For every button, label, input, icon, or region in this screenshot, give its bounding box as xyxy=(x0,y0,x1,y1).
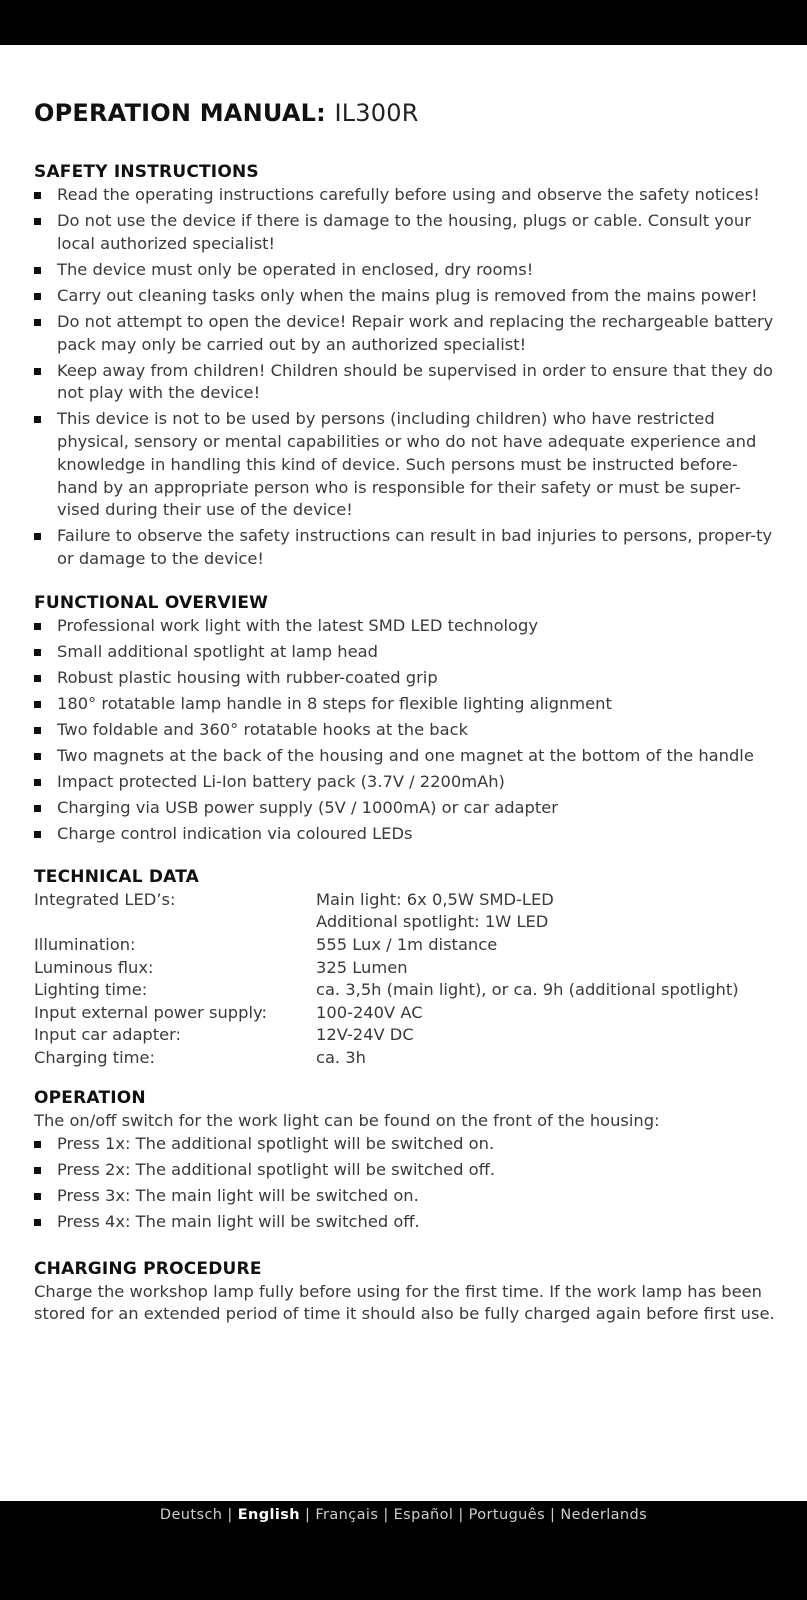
technical-data-heading: TECHNICAL DATA xyxy=(34,866,200,887)
list-item: Failure to observe the safety instructions can result in bad injuries to persons, proper-ty or damage to the device! xyxy=(34,525,776,571)
safety-heading: SAFETY INSTRUCTIONS xyxy=(34,162,259,182)
list-item: Small additional spotlight at lamp head xyxy=(34,641,776,664)
language-link-francais[interactable]: Français xyxy=(315,1507,379,1523)
header-bar xyxy=(0,0,807,45)
table-row xyxy=(34,934,739,957)
charging-text: Charge the workshop lamp fully before using for the first time. If the work lamp has been stored for an extended period of time it should also be fully charged again before first use. xyxy=(34,1281,775,1324)
technical-data-table xyxy=(34,889,739,1070)
spec-value: 12V-24V DC xyxy=(316,1025,414,1045)
list-item: Press 4x: The main light will be switched off. xyxy=(34,1211,776,1234)
spec-label: Charging time: xyxy=(34,1047,156,1067)
list-item: Press 1x: The additional spotlight will be switched on. xyxy=(34,1133,776,1156)
model-name: IL300R xyxy=(334,99,419,127)
language-link-english[interactable]: English xyxy=(237,1507,301,1523)
table-row xyxy=(34,1002,739,1025)
spec-value-line: Additional spotlight: 1W LED xyxy=(316,912,549,932)
operation-heading: OPERATION xyxy=(34,1088,146,1109)
spec-label: Lighting time: xyxy=(34,980,148,1000)
functional-overview-heading: FUNCTIONAL OVERVIEW xyxy=(34,593,269,614)
list-item: Read the operating instructions carefully before using and observe the safety notices! xyxy=(34,184,776,207)
language-link-portugues[interactable]: Português xyxy=(468,1507,546,1523)
spec-label: Integrated LED’s: xyxy=(34,889,176,909)
list-item: Keep away from children! Children should be supervised in order to ensure that they do not play with the device! xyxy=(34,360,776,406)
list-item: Two foldable and 360° rotatable hooks at the back xyxy=(34,719,776,742)
list-item: Carry out cleaning tasks only when the mains plug is removed from the mains power! xyxy=(34,285,776,308)
language-separator: | xyxy=(453,1507,469,1523)
charging-procedure-heading: CHARGING PROCEDURE xyxy=(34,1258,262,1279)
list-item: This device is not to be used by persons (including children) who have restricted physical, sensory or mental capabilities or who do not have adequate experience and knowledge in handling this kind of device. Such persons must be instructed before-hand by an appropriate person who is responsible for their safety or must be super-vised during their use of the device! xyxy=(34,408,776,522)
list-item: Charging via USB power supply (5V / 1000mA) or car adapter xyxy=(34,797,776,820)
list-item: The device must only be operated in enclosed, dry rooms! xyxy=(34,259,776,282)
safety-list xyxy=(34,184,776,571)
operation-intro: The on/off switch for the work light can be found on the front of the housing: xyxy=(34,1111,660,1131)
list-item: Charge control indication via coloured LEDs xyxy=(34,823,776,846)
spec-label: Illumination: xyxy=(34,934,136,954)
spec-label: Luminous flux: xyxy=(34,957,154,977)
spec-label: Input car adapter: xyxy=(34,1025,182,1045)
table-row xyxy=(34,1024,739,1047)
title-label: OPERATION MANUAL: xyxy=(34,99,326,127)
spec-value: ca. 3h xyxy=(316,1047,366,1067)
spec-value xyxy=(316,889,739,934)
language-link-nederlands[interactable]: Nederlands xyxy=(560,1507,648,1523)
list-item: Press 2x: The additional spotlight will be switched off. xyxy=(34,1159,776,1182)
operation-list xyxy=(34,1133,776,1234)
table-row xyxy=(34,957,739,980)
list-item: Do not attempt to open the device! Repair work and replacing the rechargeable battery pack may only be carried out by an authorized specialist! xyxy=(34,311,776,357)
list-item: 180° rotatable lamp handle in 8 steps for flexible lighting alignment xyxy=(34,693,776,716)
list-item: Two magnets at the back of the housing and one magnet at the bottom of the handle xyxy=(34,745,776,768)
spec-value: 325 Lumen xyxy=(316,957,408,977)
language-switcher xyxy=(0,1505,807,1525)
language-separator: | xyxy=(300,1507,316,1523)
table-row xyxy=(34,889,739,934)
language-link-espanol[interactable]: Español xyxy=(393,1507,454,1523)
table-row xyxy=(34,979,739,1002)
language-separator: | xyxy=(222,1507,238,1523)
spec-value: ca. 3,5h (main light), or ca. 9h (additional spotlight) xyxy=(316,980,739,1000)
page-title xyxy=(34,96,776,130)
list-item: Professional work light with the latest SMD LED technology xyxy=(34,615,776,638)
spec-value-line: Main light: 6x 0,5W SMD-LED xyxy=(316,889,554,909)
language-separator: | xyxy=(545,1507,561,1523)
language-link-deutsch[interactable]: Deutsch xyxy=(159,1507,223,1523)
spec-label: Input external power supply: xyxy=(34,1002,267,1022)
list-item: Robust plastic housing with rubber-coated grip xyxy=(34,667,776,690)
manual-content xyxy=(34,96,776,1326)
functional-list xyxy=(34,615,776,846)
spec-value: 555 Lux / 1m distance xyxy=(316,934,498,954)
table-row xyxy=(34,1047,739,1070)
list-item: Impact protected Li-Ion battery pack (3.7V / 2200mAh) xyxy=(34,771,776,794)
spec-value: 100-240V AC xyxy=(316,1002,423,1022)
list-item: Do not use the device if there is damage to the housing, plugs or cable. Consult your local authorized specialist! xyxy=(34,210,776,256)
language-separator: | xyxy=(378,1507,394,1523)
list-item: Press 3x: The main light will be switched on. xyxy=(34,1185,776,1208)
